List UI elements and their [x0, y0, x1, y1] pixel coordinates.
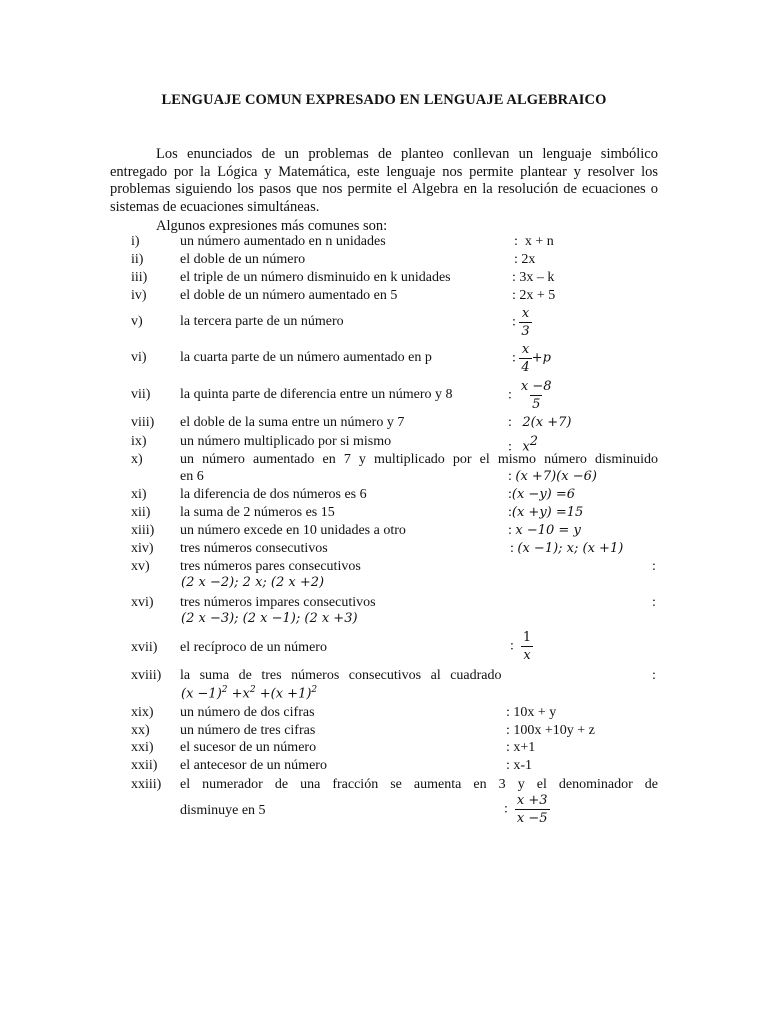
item-result: : $\frac{1}{x}$: [510, 630, 532, 663]
item-description: un número excede en 10 unidades a otro: [180, 523, 406, 538]
item-description: el doble de un número aumentado en 5: [180, 288, 398, 303]
item-description: la tercera parte de un número: [180, 314, 344, 329]
item-result: : $x^2$: [508, 434, 539, 455]
item-result: : $\frac{x -8}{5}$: [508, 379, 552, 412]
item-description: la suma de 2 números es 15: [180, 505, 335, 520]
item-result: :(x +y) =15: [508, 505, 584, 520]
item-description: un número multiplicado por si mismo: [180, 434, 392, 449]
intro-text: Los enunciados de un problemas de planteo conllevan un lenguaje simbólico entregado por la Lógica y Matemática, este lenguaje nos permite plantear y resolver los problemas siguiendo los pasos que nos permite el Algebra en la resolución de ecuaciones o sistemas de ecuaciones simultáneas.: [110, 146, 658, 215]
item-description: el doble de un número: [180, 252, 306, 267]
item-description: tres números pares consecutivos: [180, 559, 361, 574]
document-title: LENGUAJE COMUN EXPRESADO EN LENGUAJE ALGEBRAICO: [161, 92, 607, 108]
item-description: la diferencia de dos números es 6: [180, 487, 367, 502]
item-description: tres números impares consecutivos: [180, 595, 376, 610]
item-result: : 2x + 5: [512, 288, 556, 303]
item-number: x): [131, 452, 143, 467]
item-description: la cuarta parte de un número aumentado en p: [180, 350, 432, 365]
item-result: : 2(x +7): [508, 415, 572, 430]
item-description: la suma de tres números consecutivos al cuadrado: [180, 668, 502, 683]
item-result: : x+1: [506, 740, 536, 755]
item-description: el recíproco de un número: [180, 640, 327, 655]
item-number: iii): [131, 270, 148, 285]
item-description: la quinta parte de diferencia entre un número y 8: [180, 387, 453, 402]
item-description-cont: en 6: [180, 469, 204, 484]
item-result: : 2x: [514, 252, 536, 267]
item-description-cont: disminuye en 5: [180, 803, 266, 818]
item-number: xix): [131, 705, 154, 720]
item-description: un número aumentado en n unidades: [180, 234, 386, 249]
item-result: : x-1: [506, 758, 533, 773]
item-number: xxii): [131, 758, 158, 773]
item-number: xviii): [131, 668, 162, 683]
item-colon: :: [652, 595, 656, 610]
item-number: vi): [131, 350, 147, 365]
item-description: el doble de la suma entre un número y 7: [180, 415, 405, 430]
item-result: (2 x −3); (2 x −1); (2 x +3): [181, 611, 358, 626]
item-number: xvi): [131, 595, 154, 610]
item-result: : (x +7)(x −6): [508, 469, 597, 484]
item-number: xv): [131, 559, 150, 574]
item-description: un número de dos cifras: [180, 705, 315, 720]
item-number: xxiii): [131, 777, 162, 792]
item-description: el numerador de una fracción se aumenta en 3 y el denominador de: [180, 777, 658, 792]
item-number: iv): [131, 288, 147, 303]
item-description: el sucesor de un número: [180, 740, 317, 755]
item-result: $(x -1)^2 +x^2 +(x +1)^2$: [181, 685, 318, 702]
item-colon: :: [652, 668, 656, 683]
item-number: xx): [131, 723, 150, 738]
item-number: xii): [131, 505, 151, 520]
item-colon: :: [652, 559, 656, 574]
item-result: : $\frac{x}{4}$ +p: [512, 342, 551, 375]
item-result: : 10x + y: [506, 705, 557, 720]
item-result: : 3x – k: [512, 270, 555, 285]
item-result: : x −10 = y: [508, 523, 581, 538]
item-result: : x + n: [514, 234, 554, 249]
item-number: xiv): [131, 541, 154, 556]
item-number: xiii): [131, 523, 155, 538]
item-description: un número aumentado en 7 y multiplicado por el mismo número disminuido: [180, 452, 658, 467]
item-number: v): [131, 314, 143, 329]
item-description: el triple de un número disminuido en k unidades: [180, 270, 451, 285]
item-result: : (x −1); x; (x +1): [510, 541, 624, 556]
item-number: xi): [131, 487, 147, 502]
intro-paragraph: [110, 146, 658, 216]
item-description: tres números consecutivos: [180, 541, 328, 556]
item-result: : 100x +10y + z: [506, 723, 595, 738]
item-result: : $\frac{x}{3}$: [512, 306, 530, 339]
item-result: : $\frac{x +3}{x -5}$: [504, 793, 548, 826]
item-number: xvii): [131, 640, 158, 655]
item-number: viii): [131, 415, 155, 430]
item-result: :(x −y) =6: [508, 487, 576, 502]
item-number: i): [131, 234, 140, 249]
lead-sentence: Algunos expresiones más comunes son:: [156, 218, 388, 234]
item-result: (2 x −2); 2 x; (2 x +2): [181, 575, 325, 590]
item-description: el antecesor de un número: [180, 758, 327, 773]
item-number: ii): [131, 252, 144, 267]
item-number: vii): [131, 387, 151, 402]
item-description: un número de tres cifras: [180, 723, 316, 738]
item-number: ix): [131, 434, 147, 449]
item-number: xxi): [131, 740, 154, 755]
